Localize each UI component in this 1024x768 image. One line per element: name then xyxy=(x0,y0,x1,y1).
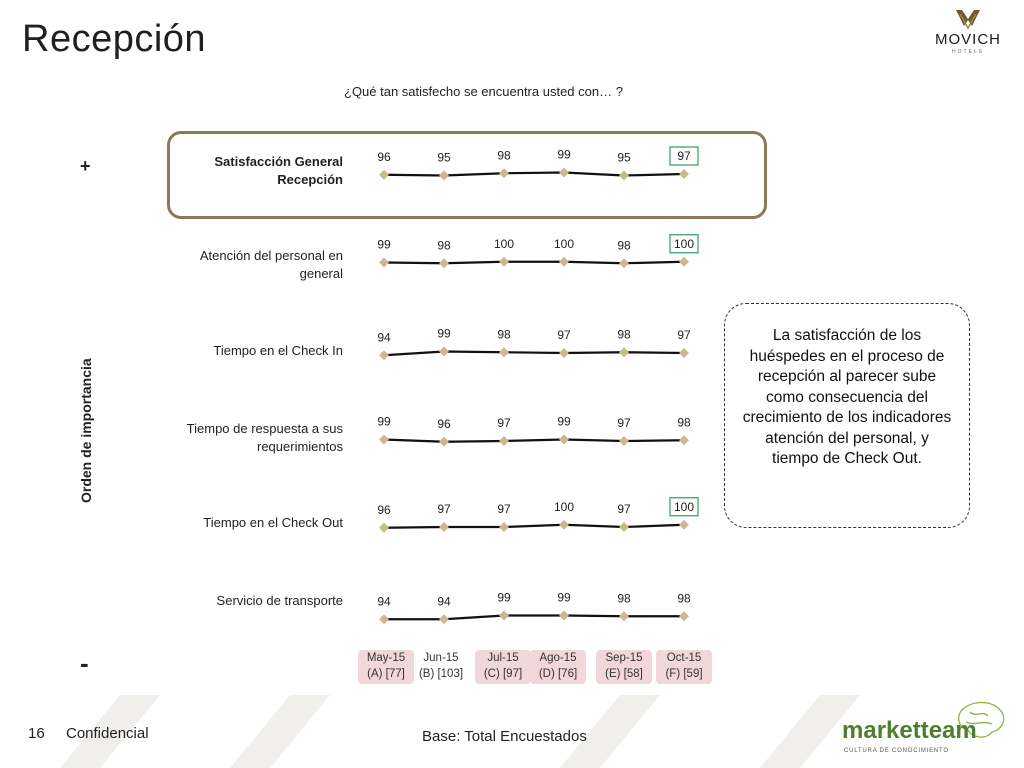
series-label-line: requerimientos xyxy=(257,439,343,454)
data-label: 97 xyxy=(677,328,691,342)
data-point xyxy=(379,170,389,180)
period-base: (F) [59] xyxy=(665,668,703,680)
data-point xyxy=(439,347,449,357)
data-point xyxy=(379,258,389,268)
data-label: 99 xyxy=(377,237,391,252)
period-label xyxy=(596,650,652,684)
series-line xyxy=(384,262,684,264)
data-label: 97 xyxy=(617,416,631,430)
data-label: 94 xyxy=(377,330,391,345)
data-point xyxy=(439,437,449,447)
data-label: 94 xyxy=(437,594,451,609)
survey-question: ¿Qué tan satisfecho se encuentra usted con… ? xyxy=(344,84,623,99)
period-base: (E) [58] xyxy=(605,668,643,680)
data-label: 98 xyxy=(677,415,691,430)
series-line xyxy=(384,616,684,620)
data-label: 97 xyxy=(497,502,511,516)
series-line xyxy=(384,173,684,176)
data-point xyxy=(559,168,569,178)
data-point xyxy=(559,435,569,445)
logo-subtext: HOTELS xyxy=(951,49,985,55)
data-label: 100 xyxy=(493,236,515,251)
data-point xyxy=(439,171,449,181)
period-base: (C) [97] xyxy=(483,668,523,680)
data-label: 97 xyxy=(617,502,631,516)
data-point xyxy=(439,522,449,532)
data-point xyxy=(559,348,569,358)
data-point xyxy=(379,614,389,624)
data-label: 98 xyxy=(617,327,631,342)
data-label: 94 xyxy=(377,594,391,609)
period-label xyxy=(656,650,712,684)
data-point xyxy=(679,257,689,267)
data-label: 96 xyxy=(377,502,391,517)
data-point xyxy=(619,611,629,621)
data-point xyxy=(499,611,509,621)
data-point xyxy=(619,258,629,268)
data-label: 96 xyxy=(437,416,451,431)
data-point xyxy=(439,258,449,268)
data-point xyxy=(679,348,689,358)
data-point xyxy=(559,520,569,530)
data-label: 99 xyxy=(557,414,571,429)
data-point xyxy=(619,347,629,357)
data-label: 98 xyxy=(677,591,691,606)
data-label: 100 xyxy=(673,499,695,514)
period-month: Jul-15 xyxy=(487,652,519,664)
data-point xyxy=(679,435,689,445)
data-point xyxy=(559,257,569,267)
data-point xyxy=(619,436,629,446)
data-label: 97 xyxy=(497,416,511,430)
base-label: Base: Total Encuestados xyxy=(422,728,587,745)
period-month: Sep-15 xyxy=(605,652,643,664)
period-month: Ago-15 xyxy=(539,652,577,664)
series-label-line: Tiempo en el Check In xyxy=(213,343,343,358)
data-label: 98 xyxy=(497,148,511,163)
data-label: 96 xyxy=(377,149,391,164)
series-line xyxy=(384,525,684,528)
series-label-line: Satisfacción General xyxy=(214,154,343,169)
period-base: (A) [77] xyxy=(367,668,405,680)
data-label: 100 xyxy=(553,236,575,251)
insight-note: La satisfacción de los huéspedes en el proceso de recepción al parecer sube como consecuencia del crecimiento de los indicadores atención del personal, y tiempo de Check Out. xyxy=(724,303,970,528)
period-month: May-15 xyxy=(366,652,406,664)
data-point xyxy=(679,520,689,530)
data-point xyxy=(379,350,389,360)
data-label: 98 xyxy=(497,327,511,342)
data-point xyxy=(379,435,389,445)
data-point xyxy=(379,523,389,533)
data-point xyxy=(559,611,569,621)
series-label-line: Servicio de transporte xyxy=(216,593,343,608)
data-label: 97 xyxy=(437,502,451,516)
data-label: 100 xyxy=(673,236,695,251)
data-label: 98 xyxy=(617,238,631,253)
data-label: 97 xyxy=(677,149,691,163)
period-month: Jun-15 xyxy=(423,652,459,664)
data-label: 95 xyxy=(437,150,451,165)
brand-main: marketteam xyxy=(842,717,977,744)
data-label: 99 xyxy=(377,414,391,429)
data-point xyxy=(439,614,449,624)
importance-top-marker: + xyxy=(80,156,91,176)
data-label: 99 xyxy=(557,147,571,162)
data-label: 100 xyxy=(553,499,575,514)
data-point xyxy=(499,168,509,178)
data-label: 98 xyxy=(437,238,451,253)
series-label-line: Tiempo de respuesta a sus xyxy=(186,421,343,436)
page-number: 16 xyxy=(28,725,45,742)
data-point xyxy=(499,347,509,357)
series-label-line: Recepción xyxy=(277,172,343,187)
data-label: 97 xyxy=(557,328,571,342)
data-point xyxy=(499,522,509,532)
data-label: 99 xyxy=(557,590,571,605)
confidential-label: Confidencial xyxy=(66,725,149,742)
period-label xyxy=(530,650,586,684)
data-label: 98 xyxy=(617,591,631,606)
period-label xyxy=(413,650,469,684)
data-point xyxy=(619,522,629,532)
brand-sub: CULTURA DE CONOCIMIENTO xyxy=(844,748,949,754)
data-point xyxy=(499,257,509,267)
data-point xyxy=(499,436,509,446)
period-label xyxy=(358,650,414,684)
series-line xyxy=(384,352,684,356)
series-label-line: general xyxy=(299,266,343,281)
importance-bottom-marker: - xyxy=(80,648,89,678)
logo-text: MOVICH xyxy=(935,31,1001,48)
axis-title: Orden de importancia xyxy=(78,358,94,503)
marketteam-logo xyxy=(842,700,1022,756)
data-label: 99 xyxy=(497,590,511,605)
period-base: (D) [76] xyxy=(538,668,578,680)
data-label: 95 xyxy=(617,150,631,165)
period-month: Oct-15 xyxy=(666,652,702,664)
data-point xyxy=(619,171,629,181)
data-label: 99 xyxy=(437,326,451,341)
page-title: Recepción xyxy=(22,18,207,60)
series-line xyxy=(384,440,684,442)
period-base: (B) [103] xyxy=(418,668,464,680)
series-label-line: Tiempo en el Check Out xyxy=(203,515,343,530)
data-point xyxy=(679,611,689,621)
period-label xyxy=(475,650,531,684)
data-point xyxy=(679,169,689,179)
series-label-line: Atención del personal en xyxy=(199,248,343,263)
